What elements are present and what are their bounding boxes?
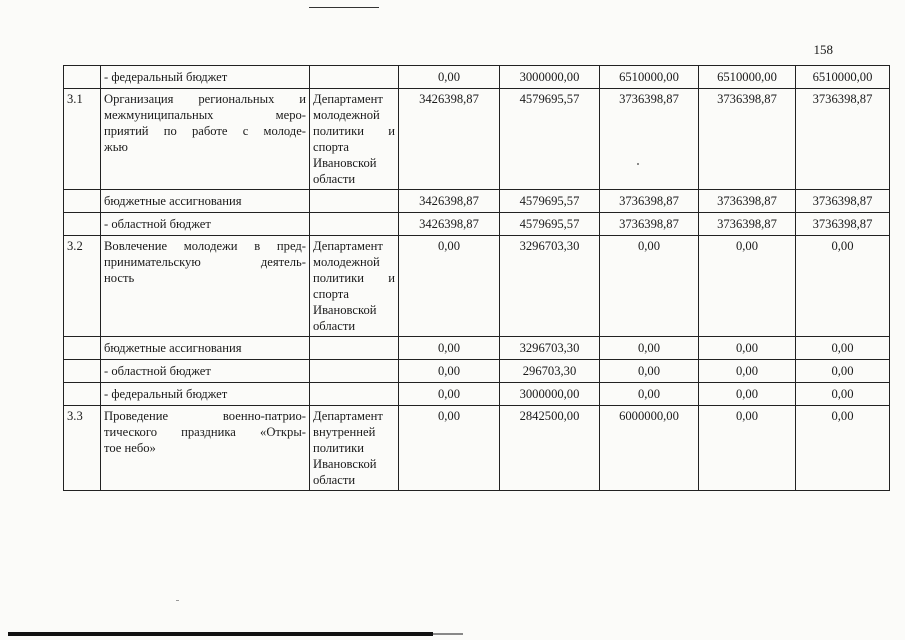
item-number-cell [64, 360, 101, 383]
amount-cell: 4579695,57 [500, 190, 600, 213]
department-line: области [313, 473, 356, 487]
amount-cell: 4579695,57 [500, 213, 600, 236]
department-line: Департамент [313, 409, 383, 423]
scan-speck [176, 600, 179, 601]
department-line: молодежной [313, 255, 380, 269]
funding-source-cell: - федеральный бюджет [101, 66, 310, 89]
scan-speck [637, 163, 639, 165]
department-cell [310, 213, 399, 236]
item-number-cell [64, 66, 101, 89]
amount-cell: 0,00 [699, 337, 796, 360]
activity-description-cell [101, 406, 310, 491]
description-line: Организация региональных и [104, 92, 306, 106]
description-line: жью [104, 140, 128, 154]
department-line: области [313, 319, 356, 333]
amount-cell: 0,00 [399, 383, 500, 406]
amount-cell: 6000000,00 [600, 406, 699, 491]
scan-edge-bar [8, 632, 433, 636]
department-line: Ивановской [313, 156, 377, 170]
amount-cell: 3736398,87 [699, 190, 796, 213]
department-cell [310, 66, 399, 89]
description-line: ность [104, 271, 135, 285]
description-line: Проведение военно-патрио- [104, 409, 306, 423]
department-line: политики и [313, 124, 395, 138]
table-row [64, 406, 890, 491]
amount-cell: 3736398,87 [699, 213, 796, 236]
table-row [64, 383, 890, 406]
amount-cell: 0,00 [796, 236, 890, 337]
department-cell [310, 89, 399, 190]
description-line: межмуниципальных меро- [104, 108, 306, 122]
amount-cell: 0,00 [399, 360, 500, 383]
amount-cell: 3736398,87 [796, 213, 890, 236]
funding-source-cell: - федеральный бюджет [101, 383, 310, 406]
amount-cell: 0,00 [600, 360, 699, 383]
amount-cell: 3426398,87 [399, 213, 500, 236]
department-line: спорта [313, 287, 350, 301]
item-number-cell [64, 383, 101, 406]
amount-cell: 3736398,87 [600, 190, 699, 213]
page-number: 158 [813, 42, 833, 57]
amount-cell: 3296703,30 [500, 236, 600, 337]
amount-cell: 0,00 [600, 236, 699, 337]
table-row [64, 360, 890, 383]
item-number-cell: 3.1 [64, 89, 101, 190]
department-cell [310, 406, 399, 491]
table-row [64, 89, 890, 190]
amount-cell: 3736398,87 [796, 190, 890, 213]
item-number-cell [64, 213, 101, 236]
department-cell [310, 383, 399, 406]
department-line: Департамент [313, 92, 383, 106]
amount-cell: 0,00 [399, 406, 500, 491]
amount-cell: 2842500,00 [500, 406, 600, 491]
department-line: политики и [313, 271, 395, 285]
amount-cell: 3000000,00 [500, 383, 600, 406]
description-line: тического праздника «Откры- [104, 425, 306, 439]
amount-cell: 6510000,00 [600, 66, 699, 89]
item-number-cell: 3.3 [64, 406, 101, 491]
amount-cell: 0,00 [796, 360, 890, 383]
budget-table [63, 65, 890, 491]
activity-description-cell [101, 236, 310, 337]
amount-cell: 296703,30 [500, 360, 600, 383]
amount-cell: 6510000,00 [796, 66, 890, 89]
amount-cell: 3296703,30 [500, 337, 600, 360]
activity-description-cell [101, 89, 310, 190]
amount-cell: 0,00 [399, 66, 500, 89]
amount-cell: 0,00 [399, 337, 500, 360]
amount-cell: 0,00 [796, 383, 890, 406]
amount-cell: 0,00 [699, 383, 796, 406]
table-row [64, 66, 890, 89]
department-line: Ивановской [313, 303, 377, 317]
amount-cell: 3000000,00 [500, 66, 600, 89]
amount-cell: 3736398,87 [796, 89, 890, 190]
amount-cell: 3426398,87 [399, 89, 500, 190]
department-cell [310, 190, 399, 213]
department-line: области [313, 172, 356, 186]
amount-cell: 3736398,87 [600, 213, 699, 236]
department-line: спорта [313, 140, 350, 154]
funding-source-cell: - областной бюджет [101, 213, 310, 236]
funding-source-cell: - областной бюджет [101, 360, 310, 383]
department-line: молодежной [313, 108, 380, 122]
description-line: Вовлечение молодежи в пред- [104, 239, 306, 253]
department-cell [310, 337, 399, 360]
amount-cell: 3736398,87 [699, 89, 796, 190]
table-row [64, 337, 890, 360]
item-number-cell [64, 337, 101, 360]
scan-edge-bar [433, 633, 463, 635]
amount-cell: 0,00 [699, 406, 796, 491]
top-rule [309, 7, 379, 8]
table-row [64, 190, 890, 213]
department-cell [310, 236, 399, 337]
amount-cell: 0,00 [600, 337, 699, 360]
funding-source-cell: бюджетные ассигнования [101, 337, 310, 360]
table-row [64, 213, 890, 236]
amount-cell: 4579695,57 [500, 89, 600, 190]
amount-cell: 0,00 [600, 383, 699, 406]
amount-cell: 0,00 [796, 337, 890, 360]
amount-cell: 0,00 [699, 236, 796, 337]
amount-cell: 0,00 [699, 360, 796, 383]
funding-source-cell: бюджетные ассигнования [101, 190, 310, 213]
description-line: приятий по работе с молоде- [104, 124, 306, 138]
amount-cell: 3426398,87 [399, 190, 500, 213]
table-row [64, 236, 890, 337]
table-body [64, 66, 890, 491]
amount-cell: 6510000,00 [699, 66, 796, 89]
item-number-cell [64, 190, 101, 213]
amount-cell: 0,00 [399, 236, 500, 337]
amount-cell: 0,00 [796, 406, 890, 491]
department-line: Департамент [313, 239, 383, 253]
description-line: тое небо» [104, 441, 156, 455]
item-number-cell: 3.2 [64, 236, 101, 337]
amount-cell: 3736398,87 [600, 89, 699, 190]
department-line: внутренней [313, 425, 376, 439]
department-cell [310, 360, 399, 383]
description-line: принимательскую деятель- [104, 255, 306, 269]
department-line: политики [313, 441, 364, 455]
department-line: Ивановской [313, 457, 377, 471]
